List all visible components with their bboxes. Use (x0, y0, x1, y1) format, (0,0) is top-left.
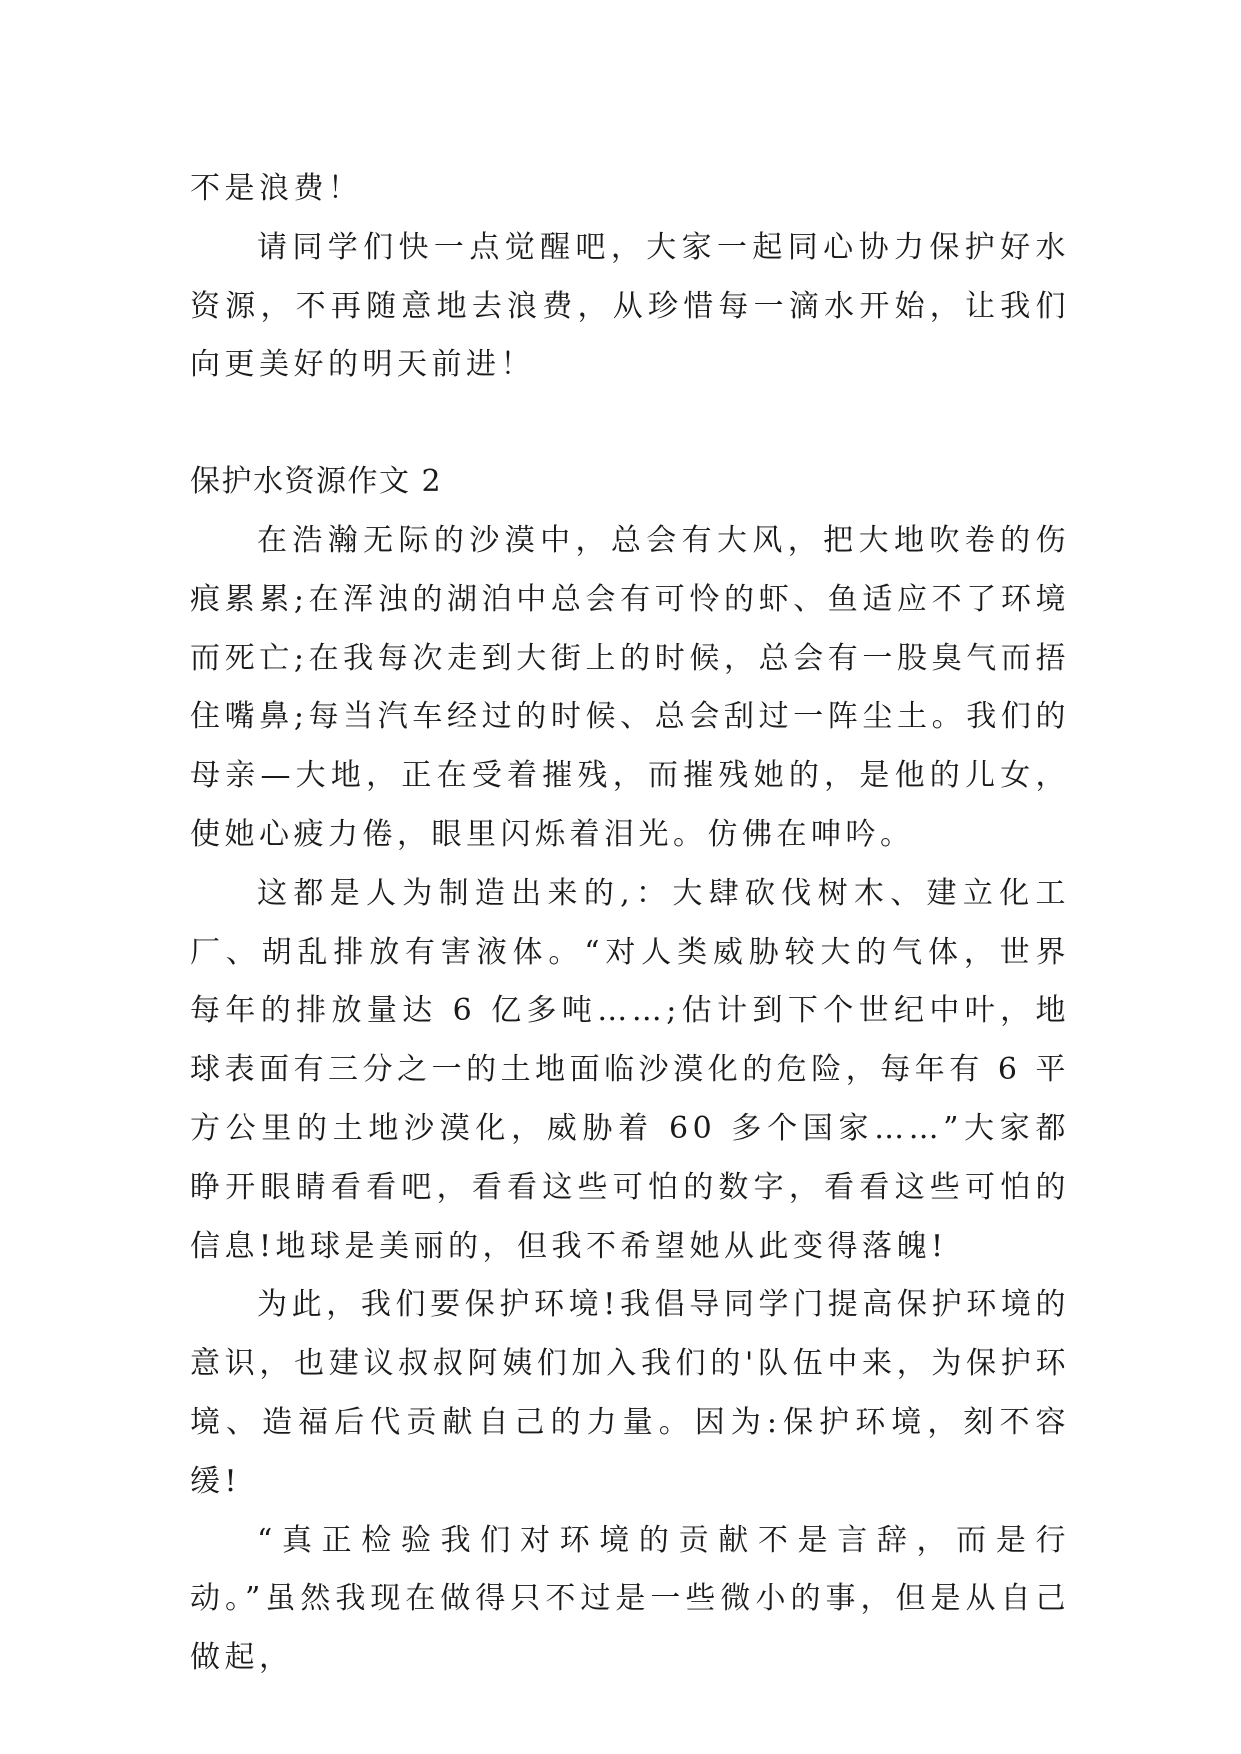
paragraph-appeal: 请同学们快一点觉醒吧，大家一起同心协力保护好水资源，不再随意地去浪费，从珍惜每一滴水开始，让我们向更美好的明天前进！ (190, 229, 1070, 383)
document-page (190, 160, 1070, 1688)
paragraph-quote: “真正检验我们对环境的贡献不是言辞，而是行动。”虽然我现在做得只不过是一些微小的事，但是从自己做起， (190, 1522, 1070, 1676)
section-title: 保护水资源作文 2 (190, 464, 443, 500)
paragraph-pollution: 这都是人为制造出来的,：大肆砍伐树木、建立化工厂、胡乱排放有害液体。“对人类威胁较大的气体，世界每年的排放量达 6 亿多吨……;估计到下个世纪中叶，地球表面有三分之一的土地面临沙漠化的危险，每年有 6 平方公里的土地沙漠化，威胁着 60 多个国家……”大家都睁开眼睛看看吧，看看这些可怕的数字，看看这些可怕的信息!地球是美丽的，但我不希望她从此变得落魄! (190, 875, 1070, 1264)
paragraph-desert: 在浩瀚无际的沙漠中，总会有大风，把大地吹卷的伤痕累累;在浑浊的湖泊中总会有可怜的虾、鱼适应不了环境而死亡;在我每次走到大街上的时候，总会有一股臭气而捂住嘴鼻;每当汽车经过的时候、总会刮过一阵尘土。我们的母亲—大地，正在受着摧残，而摧残她的，是他的儿女，使她心疲力倦，眼里闪烁着泪光。仿佛在呻吟。 (190, 522, 1070, 852)
paragraph-call-to-action: 为此，我们要保护环境!我倡导同学门提高保护环境的意识，也建议叔叔阿姨们加入我们的'队伍中来，为保护环境、造福后代贡献自己的力量。因为:保护环境，刻不容缓! (190, 1287, 1070, 1499)
paragraph-continuation: 不是浪费！ (190, 171, 363, 206)
section-spacer (190, 395, 1070, 453)
